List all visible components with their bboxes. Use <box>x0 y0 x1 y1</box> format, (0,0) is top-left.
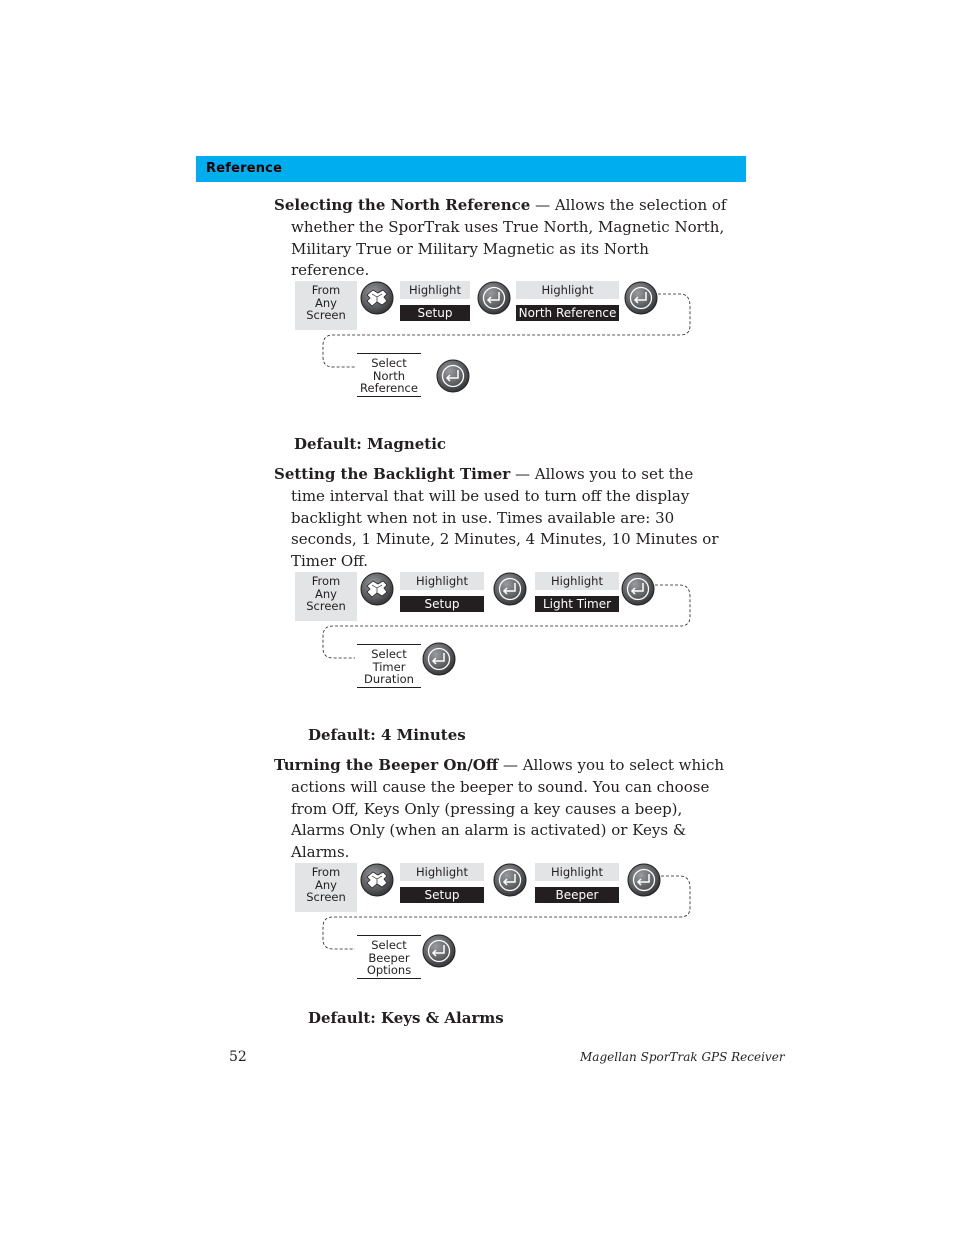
beeper-paragraph <box>274 755 729 864</box>
backlight-body: — Allows you to set the time interval that will be used to turn off the display backlight when not in use. Times available are: 30 seconds, 1 Minute, 2 Minutes, 4 Minutes, 10 Minutes or Timer Off. <box>291 465 719 571</box>
running-footer-title: Magellan SporTrak GPS Receiver <box>580 1050 785 1064</box>
select-line-2: Timer <box>372 659 406 674</box>
select-line-2: North <box>372 368 406 383</box>
select-beeper-options <box>357 935 421 979</box>
step2-label: Highlight <box>535 863 619 881</box>
select-north-reference <box>357 353 421 397</box>
from-line-1: From <box>311 574 341 588</box>
step1-label: Highlight <box>400 572 484 590</box>
step2-label: Highlight <box>535 572 619 590</box>
from-line-3: Screen <box>306 890 346 904</box>
backlight-flow <box>290 572 710 697</box>
from-line-2: Any <box>315 295 337 310</box>
flow-connector <box>290 863 710 988</box>
section-banner <box>196 156 746 182</box>
page-number: 52 <box>229 1049 247 1065</box>
beeper-flow <box>290 863 710 988</box>
north-reference-paragraph <box>274 195 729 282</box>
from-line-3: Screen <box>306 599 346 613</box>
from-line-1: From <box>311 865 341 879</box>
enter-button-icon[interactable] <box>436 359 470 393</box>
north-reference-heading: Selecting the North Reference <box>274 196 531 214</box>
from-line-2: Any <box>315 586 337 601</box>
step2-value: Light Timer <box>535 596 619 612</box>
backlight-paragraph <box>274 464 729 573</box>
banner-title: Reference <box>206 161 283 176</box>
step1-label: Highlight <box>400 281 470 299</box>
from-line-2: Any <box>315 877 337 892</box>
step2-value: Beeper <box>535 887 619 903</box>
north-reference-default: Default: Magnetic <box>294 435 447 453</box>
beeper-default: Default: Keys & Alarms <box>308 1009 504 1027</box>
enter-button-icon[interactable] <box>422 934 456 968</box>
beeper-heading: Turning the Beeper On/Off <box>274 756 499 774</box>
select-line-1: Select <box>371 647 407 661</box>
step2-value: North Reference <box>516 305 619 321</box>
select-timer-duration <box>357 644 421 688</box>
select-line-3: Options <box>366 963 412 977</box>
backlight-default: Default: 4 Minutes <box>308 726 466 744</box>
from-line-1: From <box>311 283 341 297</box>
backlight-heading: Setting the Backlight Timer <box>274 465 511 483</box>
select-line-1: Select <box>371 938 407 952</box>
north-reference-flow <box>290 281 710 406</box>
step2-label: Highlight <box>516 281 619 299</box>
from-line-3: Screen <box>306 308 346 322</box>
beeper-body: — Allows you to select which actions will cause the beeper to sound. You can choose from Off, Keys Only (pressing a key causes a beep), Alarms Only (when an alarm is activated) or Keys & Alarms. <box>291 756 725 862</box>
flow-connector <box>290 572 710 697</box>
step1-value: Setup <box>400 305 470 321</box>
step1-value: Setup <box>400 887 484 903</box>
north-reference-body: — Allows the selection of whether the SporTrak uses True North, Magnetic North, Military True or Military Magnetic as its North reference. <box>291 196 727 280</box>
select-line-2: Beeper <box>368 950 410 965</box>
step1-value: Setup <box>400 596 484 612</box>
select-line-1: Select <box>371 356 407 370</box>
select-line-3: Reference <box>360 381 418 395</box>
step1-label: Highlight <box>400 863 484 881</box>
enter-button-icon[interactable] <box>422 642 456 676</box>
flow-connector <box>290 281 710 406</box>
select-line-3: Duration <box>364 672 414 686</box>
